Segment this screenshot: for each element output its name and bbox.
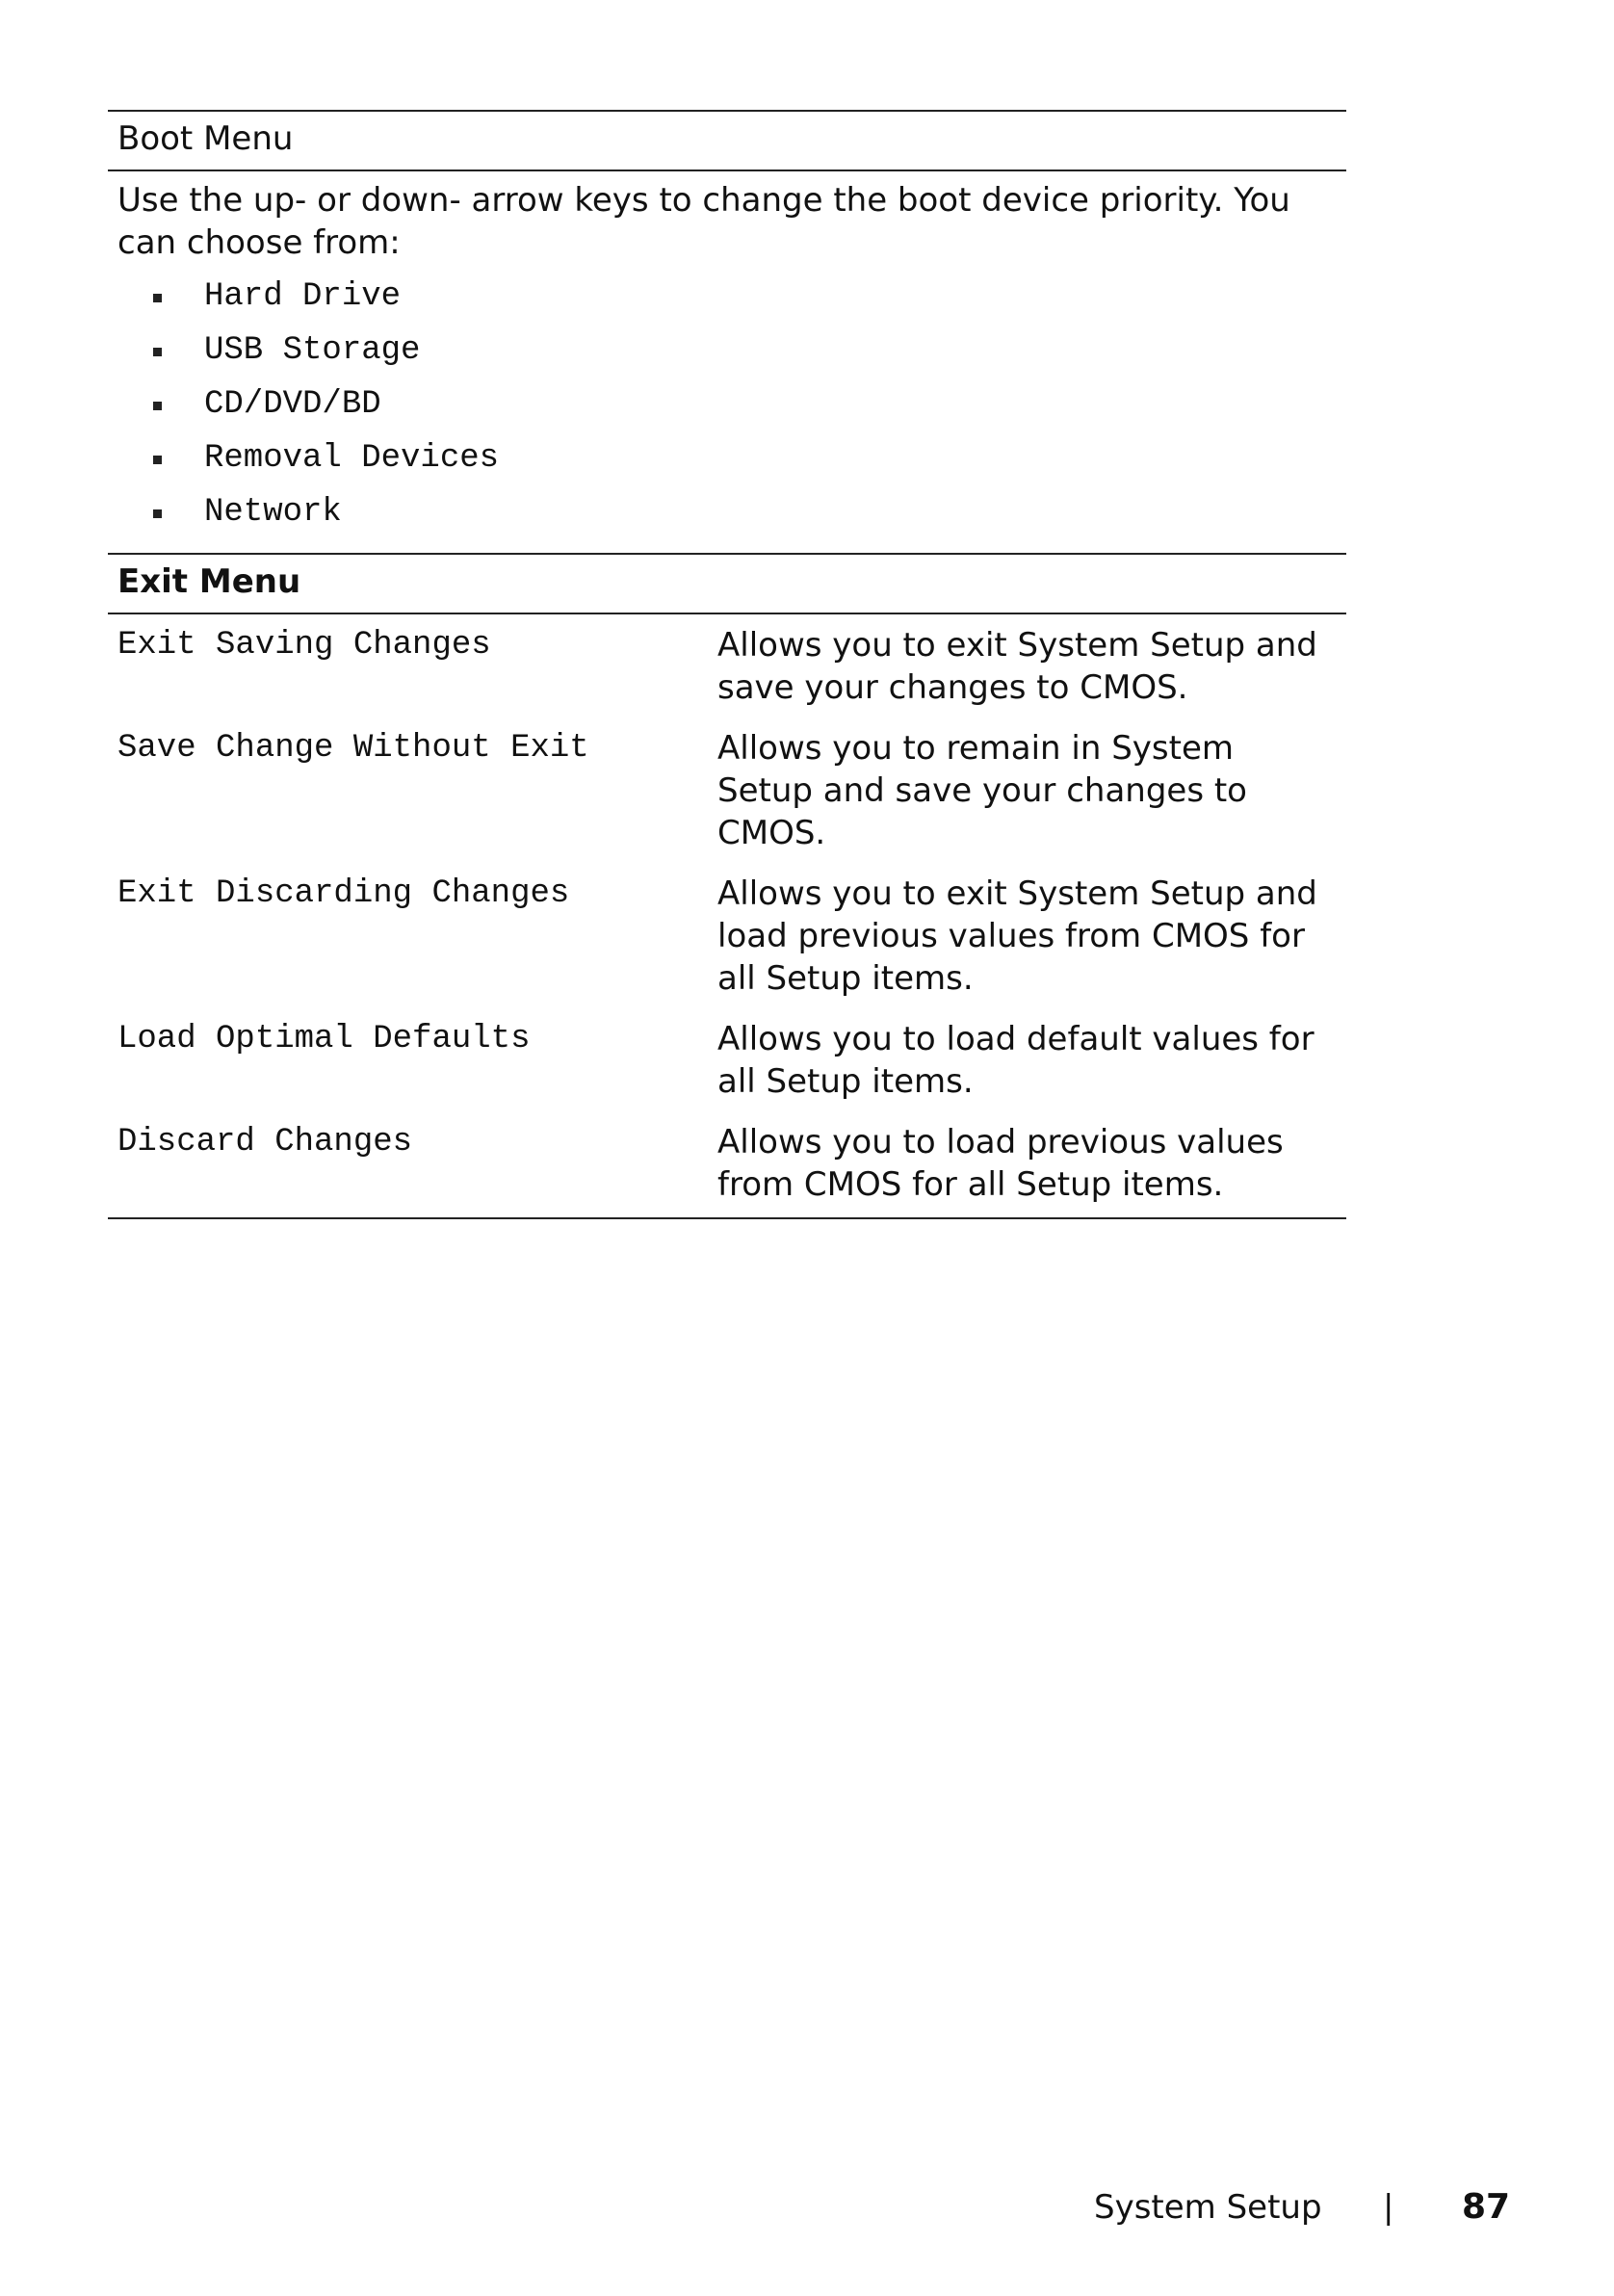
page-content (108, 110, 1346, 1219)
table-row (108, 1121, 1346, 1206)
list-item (117, 431, 1346, 485)
boot-menu-title: Boot Menu (117, 119, 294, 158)
page-number: 87 (1462, 2187, 1511, 2227)
list-item (117, 378, 1346, 431)
exit-option-name: Load Optimal Defaults (117, 1021, 531, 1058)
page-footer (1094, 2179, 1518, 2236)
bottom-rule (108, 1217, 1346, 1219)
exit-option-description: Allows you to load default values for all Setup items. (717, 1020, 1315, 1102)
bullet-icon (153, 294, 162, 302)
table-row (108, 1018, 1346, 1103)
exit-option-name: Exit Saving Changes (117, 627, 491, 665)
list-item (117, 270, 1346, 324)
boot-menu-description: Use the up- or down- arrow keys to change the boot device priority. You can choose from: (117, 181, 1290, 263)
footer-section-title: System Setup (1094, 2188, 1322, 2227)
exit-menu-title: Exit Menu (117, 562, 301, 602)
boot-device-list (117, 270, 1346, 539)
table-row (108, 873, 1346, 1000)
exit-option-name: Discard Changes (117, 1124, 413, 1161)
bullet-icon (153, 456, 162, 464)
table-row (108, 624, 1346, 709)
exit-option-description: Allows you to remain in System Setup and save your changes to CMOS. (717, 729, 1247, 853)
exit-option-name: Exit Discarding Changes (117, 875, 570, 913)
exit-menu-table (108, 614, 1346, 1217)
footer-divider: | (1383, 2188, 1394, 2227)
boot-option-label: Network (204, 494, 342, 532)
bullet-icon (153, 402, 162, 410)
exit-option-description: Allows you to load previous values from CMOS for all Setup items. (717, 1123, 1284, 1205)
exit-option-name: Save Change Without Exit (117, 730, 589, 768)
table-row (108, 727, 1346, 854)
boot-menu-body (108, 171, 1346, 553)
boot-option-label: Hard Drive (204, 278, 402, 316)
boot-option-label: CD/DVD/BD (204, 386, 381, 424)
boot-option-label: USB Storage (204, 332, 421, 370)
list-item (117, 324, 1346, 378)
bullet-icon (153, 348, 162, 356)
exit-option-description: Allows you to exit System Setup and save your changes to CMOS. (717, 626, 1317, 708)
exit-option-description: Allows you to exit System Setup and load previous values from CMOS for all Setup items. (717, 874, 1317, 999)
bullet-icon (153, 509, 162, 518)
boot-option-label: Removal Devices (204, 440, 500, 478)
list-item (117, 485, 1346, 539)
